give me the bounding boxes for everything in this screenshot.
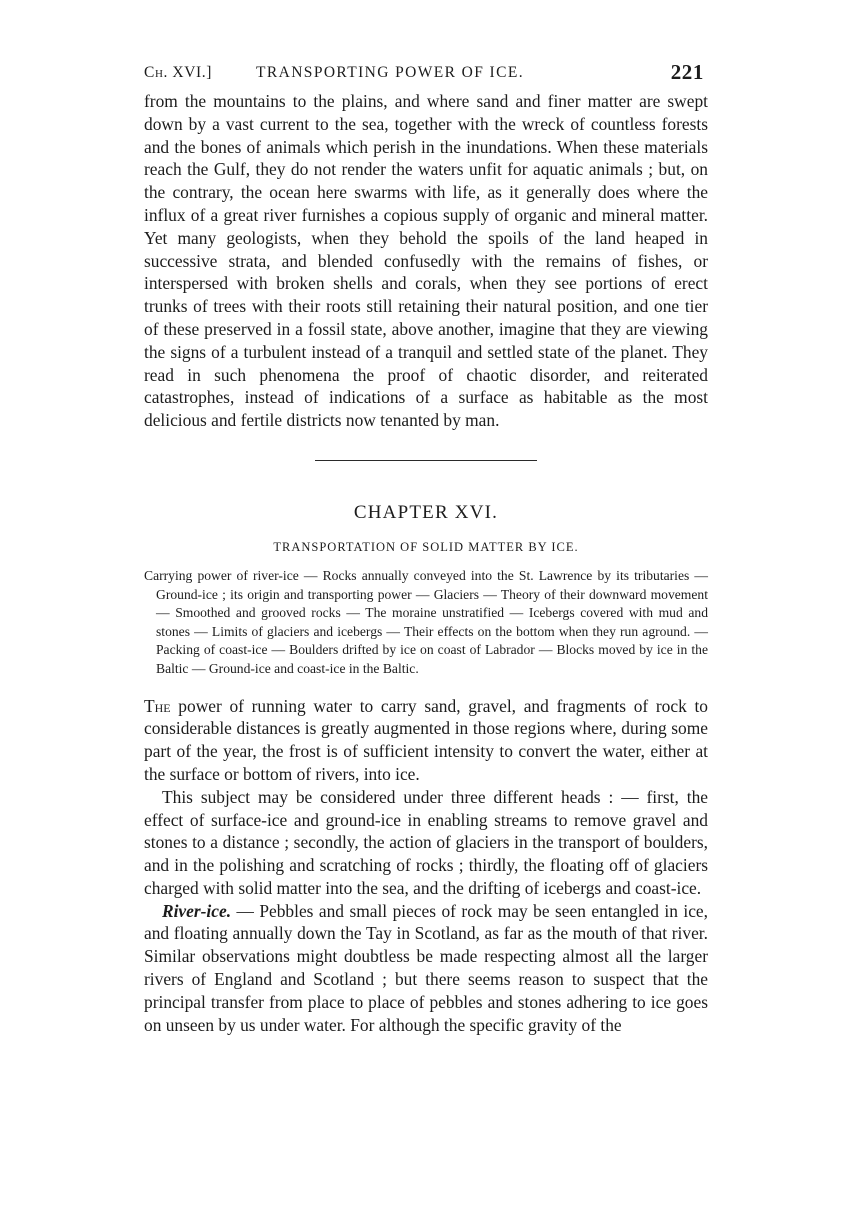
paragraph-3 <box>144 900 708 1037</box>
paragraph-1-text: power of running water to carry sand, gravel, and fragments of rock to considerable distances is greatly augmented in those regions where, during some part of the year, the frost is of sufficient intensity to convert the water, either at the surface or bottom of rivers, into ice. <box>144 695 708 784</box>
page-number: 221 <box>670 60 704 84</box>
chapter-subtitle: TRANSPORTATION OF SOLID MATTER BY ICE. <box>273 539 579 554</box>
paragraph-3-heading: River-ice. <box>162 900 232 921</box>
running-head <box>144 60 708 90</box>
section-divider <box>315 460 537 461</box>
running-head-title: TRANSPORTING POWER OF ICE. <box>256 64 524 81</box>
paragraph-1-lead: The <box>144 695 171 716</box>
paragraph-1 <box>144 695 708 786</box>
running-head-chapter: Ch. XVI.] <box>144 64 213 81</box>
book-page <box>144 60 708 1036</box>
chapter-summary: Carrying power of river-ice — Rocks annually conveyed into the St. Lawrence by its tributaries — Ground-ice ; its origin and transporting power — Glaciers — Theory of their downward movement — Smoothed and grooved rocks — The moraine unstratified — Icebergs covered with mud and stones — Limits of glaciers and icebergs — Their effects on the bottom when they run aground. — Packing of coast-ice — Boulders drifted by ice on coast of Labrador — Blocks moved by ice in the Baltic — Ground-ice and coast-ice in the Baltic. <box>144 567 708 676</box>
paragraph-2: This subject may be considered under three different heads : — first, the effect of surface-ice and ground-ice in enabling streams to remove gravel and stones to a distance ; secondly, the action of glaciers in the transport of boulders, and in the polishing and scratching of rocks ; thirdly, the floating off of glaciers charged with solid matter into the sea, and the drifting of icebergs and coast-ice. <box>144 786 708 898</box>
chapter-title: CHAPTER XVI. <box>353 501 499 523</box>
continuation-paragraph: from the mountains to the plains, and where sand and finer matter are swept down by a vast current to the sea, together with the wreck of countless forests and the bones of animals which perish in the inundations. When these materials reach the Gulf, they do not render the waters unfit for aquatic animals ; but, on the contrary, the ocean here swarms with life, as it generally does where the influx of a great river furnishes a copious supply of organic and mineral matter. Yet many geologists, when they behold the spoils of the land heaped in successive strata, and blended confusedly with the remains of fishes, or interspersed with broken shells and corals, when they see portions of erect trunks of trees with their roots still retaining their natural position, and one tier of these preserved in a fossil state, above another, imagine that they are viewing the signs of a turbulent instead of a tranquil and settled state of the planet. They read in such phenomena the proof of chaotic disorder, and reiterated catastrophes, instead of indications of a surface as habitable as the most delicious and fertile districts now tenanted by man. <box>144 91 708 431</box>
paragraph-3-text: — Pebbles and small pieces of rock may be seen entangled in ice, and floating annually down the Tay in Scotland, as far as the mouth of that river. Similar observations might doubtless be made respecting almost all the larger rivers of England and Scotland ; but there seems reason to suspect that the principal transfer from place to place of pebbles and stones adhering to ice goes on unseen by us under water. For although the specific gravity of the <box>144 900 708 1035</box>
